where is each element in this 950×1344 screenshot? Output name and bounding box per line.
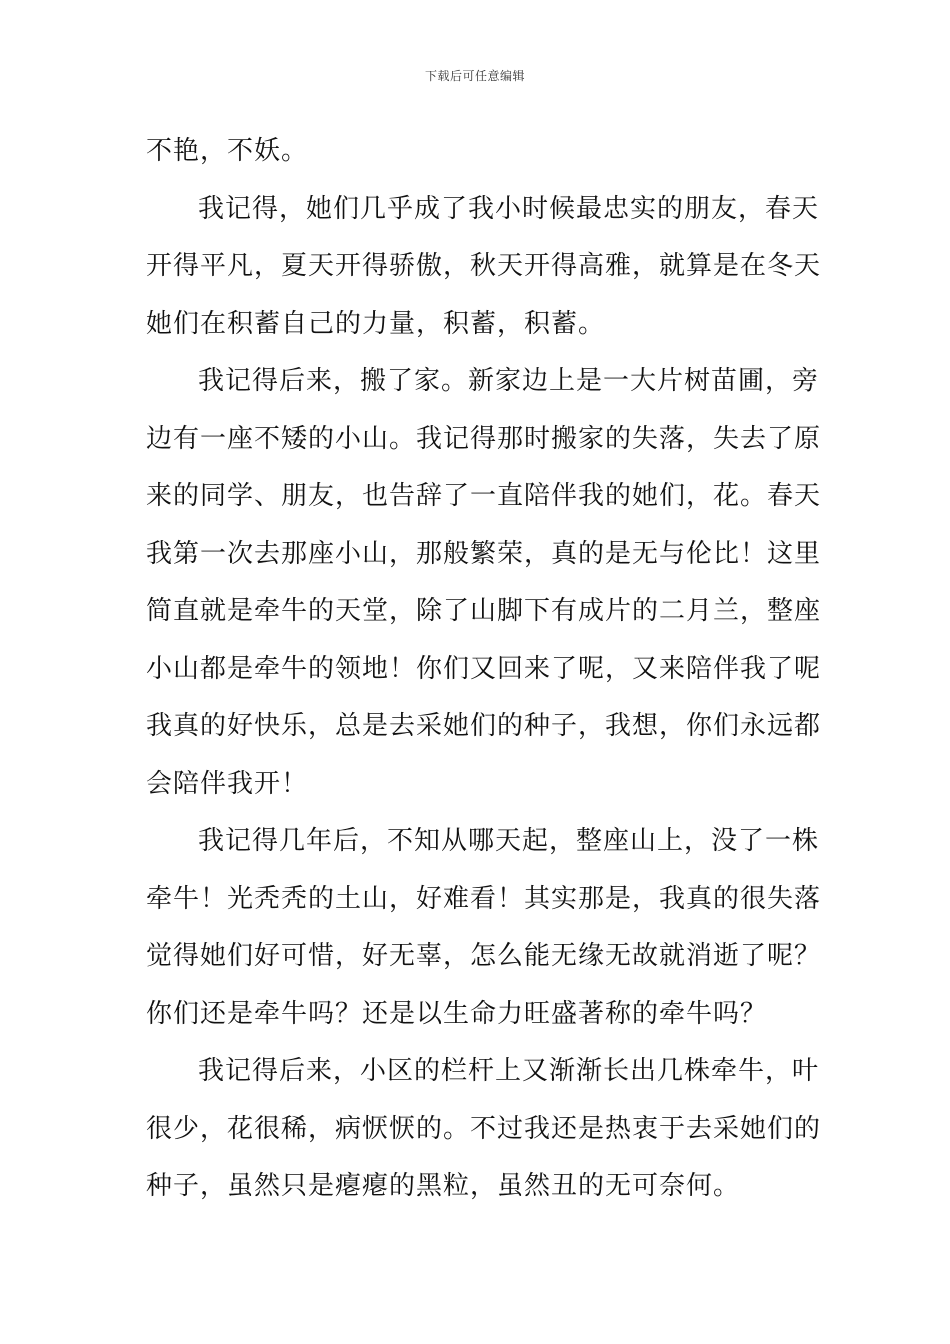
text-line: 开得平凡，夏天开得骄傲，秋天开得高雅，就算是在冬天: [146, 251, 822, 281]
text-line: 牵牛！光秃秃的土山，好难看！其实那是，我真的很失落: [146, 883, 822, 914]
text-line: 边有一座不矮的小山。我记得那时搬家的失落，失去了原: [146, 423, 822, 454]
text-line: 我记得几年后，不知从哪天起，整座山上，没了一株: [198, 826, 820, 856]
text-line: 会陪伴我开！: [146, 768, 309, 799]
text-line: 觉得她们好可惜，好无辜，怎么能无缘无故就消逝了呢？: [146, 941, 822, 971]
text-line: 简直就是牵牛的天堂，除了山脚下有成片的二月兰，整座: [146, 596, 822, 626]
text-line: 我第一次去那座小山，那般繁荣，真的是无与伦比！这里: [146, 538, 822, 569]
page-header: 下载后可任意编辑: [424, 69, 525, 83]
body-text: [146, 127, 822, 1220]
text-line: 很少，花很稀，病恹恹的。不过我还是热衷于去采她们的: [146, 1113, 822, 1144]
text-line: 我记得后来，小区的栏杆上又渐渐长出几株牵牛，叶: [198, 1056, 820, 1086]
text-line: 来的同学、朋友，也告辞了一直陪伴我的她们，花。春天: [146, 481, 822, 511]
text-line: 我记得，她们几乎成了我小时候最忠实的朋友，春天: [198, 193, 820, 224]
text-line: 小山都是牵牛的领地！你们又回来了呢，又来陪伴我了呢: [146, 653, 822, 684]
text-line: 你们还是牵牛吗？还是以生命力旺盛著称的牵牛吗？: [146, 998, 768, 1029]
text-line: 不艳，不妖。: [146, 136, 309, 166]
text-line: 我真的好快乐，总是去采她们的种子，我想，你们永远都: [146, 711, 822, 741]
text-line: 我记得后来，搬了家。新家边上是一大片树苗圃，旁: [198, 366, 820, 396]
text-line: 她们在积蓄自己的力量，积蓄，积蓄。: [146, 308, 606, 339]
text-line: 种子，虽然只是瘪瘪的黑粒，虽然丑的无可奈何。: [146, 1171, 741, 1201]
